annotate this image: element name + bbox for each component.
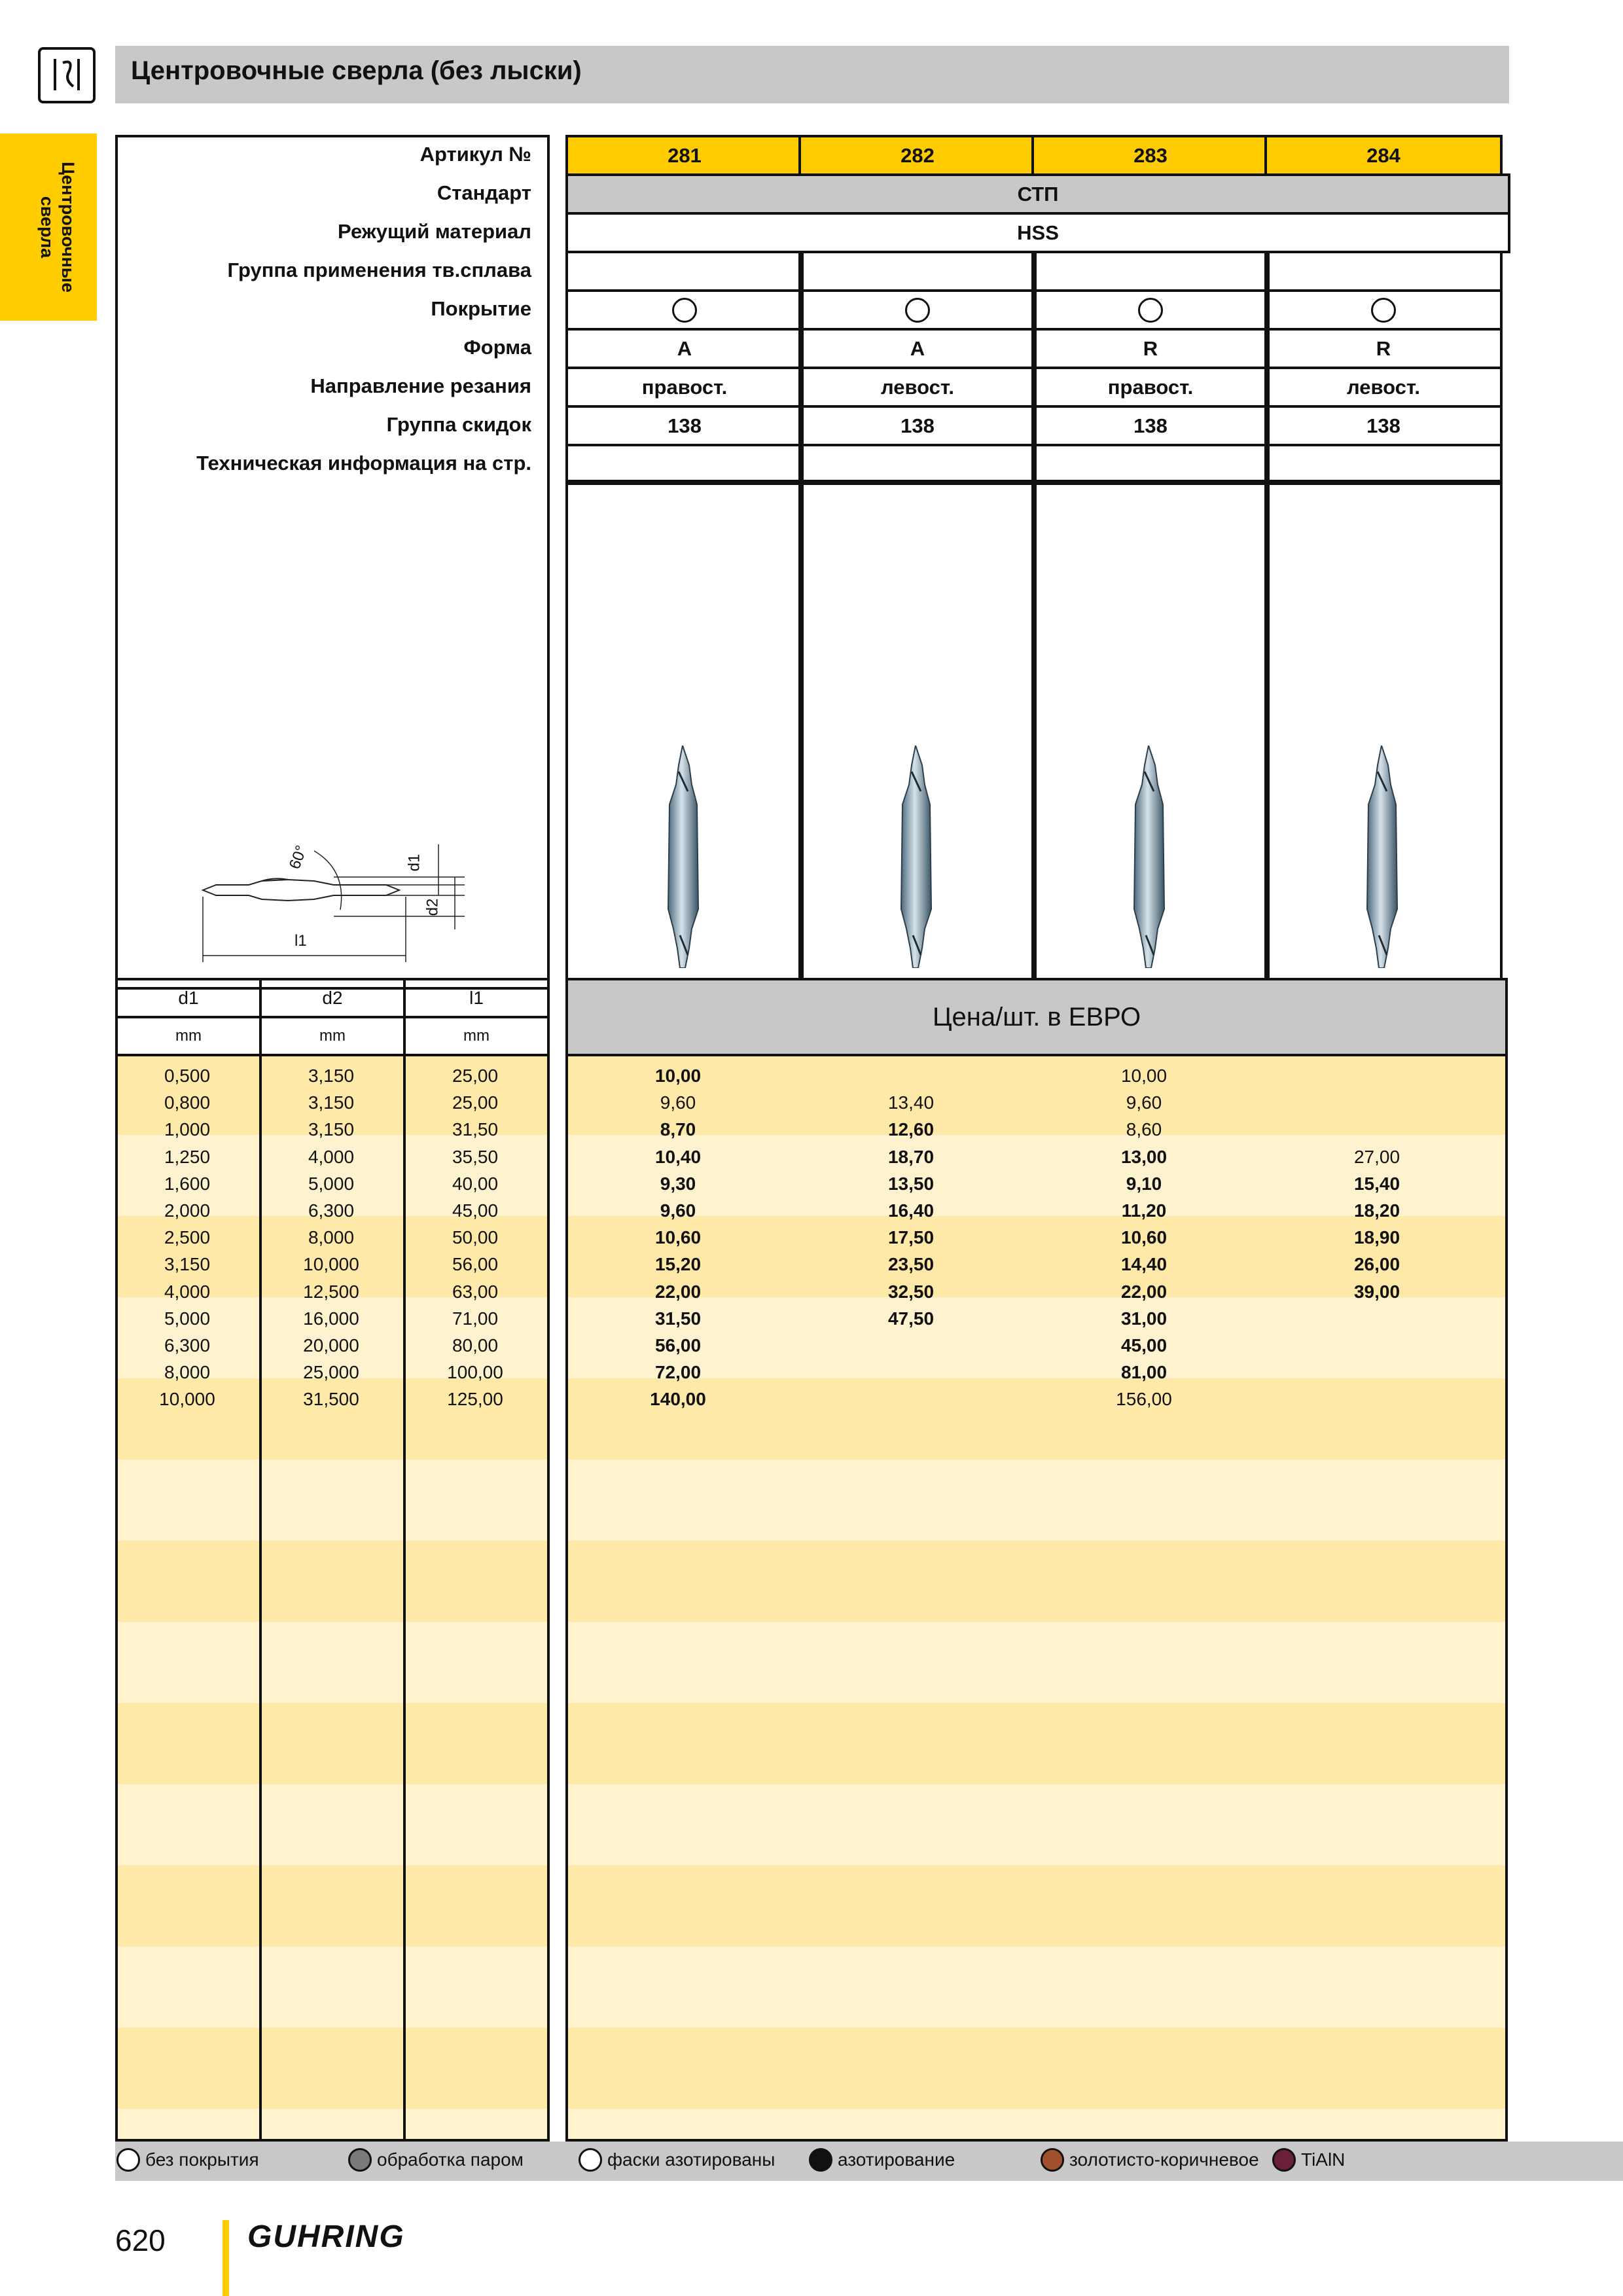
- dim-value-d2: 3,150: [308, 1119, 355, 1140]
- dim-value-l1: 56,00: [452, 1254, 499, 1275]
- price-value: 23,50: [887, 1254, 935, 1275]
- dim-value-l1: 40,00: [452, 1173, 499, 1194]
- dim-value-d2: 16,000: [303, 1308, 359, 1329]
- price-value: 11,20: [1121, 1200, 1167, 1221]
- price-value: 10,60: [1120, 1227, 1168, 1248]
- direction-cell: левост.: [798, 367, 1037, 408]
- price-value: 18,20: [1353, 1200, 1400, 1221]
- price-value: 18,70: [887, 1146, 935, 1167]
- drill-image-cell: [798, 480, 1037, 988]
- footer-divider: [223, 2220, 229, 2296]
- tech-info-cell: [1031, 444, 1270, 485]
- dim-value-d1: 2,500: [164, 1227, 211, 1248]
- logo-icon: [38, 47, 96, 103]
- spec-label: Режущий материал: [338, 220, 531, 243]
- dim-value-l1: 31,50: [452, 1119, 499, 1140]
- price-value: 9,60: [660, 1092, 696, 1113]
- dim-value-d1: 0,500: [164, 1066, 211, 1086]
- diagram-l1: l1: [294, 932, 307, 950]
- tech-info-cell: [798, 444, 1037, 485]
- column-divider: [403, 1054, 406, 2142]
- price-value: 15,20: [654, 1254, 702, 1275]
- dim-value-d2: 8,000: [308, 1227, 355, 1248]
- dim-value-d2: 20,000: [303, 1335, 359, 1355]
- direction-cell: правост.: [1031, 367, 1270, 408]
- price-value: 10,00: [1120, 1066, 1168, 1086]
- center-drill-icon: [1115, 745, 1186, 968]
- price-value: 16,40: [887, 1200, 935, 1221]
- price-value: 18,90: [1353, 1227, 1400, 1248]
- price-value: 10,00: [654, 1066, 702, 1086]
- price-value: 31,00: [1120, 1308, 1168, 1329]
- legend-item: [116, 2148, 259, 2172]
- coating-cell: [565, 289, 804, 331]
- page-number: 620: [115, 2223, 166, 2257]
- drill-image-cell: [1264, 480, 1503, 988]
- price-value: 17,50: [887, 1227, 935, 1248]
- legend-item: [579, 2148, 775, 2172]
- price-value: 56,00: [654, 1335, 702, 1355]
- direction-cell: левост.: [1264, 367, 1503, 408]
- price-value: 22,00: [654, 1281, 702, 1302]
- dim-value-d2: 3,150: [308, 1066, 355, 1086]
- price-value: 14,40: [1120, 1254, 1168, 1275]
- dim-value-d2: 4,000: [308, 1146, 355, 1167]
- discount-group-cell: 138: [565, 405, 804, 446]
- dim-value-l1: 50,00: [452, 1227, 499, 1248]
- dim-value-l1: 25,00: [452, 1092, 499, 1113]
- dim-value-d1: 1,250: [164, 1146, 211, 1167]
- dim-value-l1: 63,00: [452, 1281, 499, 1302]
- dim-value-d1: 10,000: [159, 1389, 215, 1410]
- standard-cell: СТП: [565, 173, 1510, 215]
- side-tab-label: Центровочные сверла: [37, 162, 78, 293]
- price-value: 9,30: [660, 1173, 696, 1194]
- price-value: 45,00: [1120, 1335, 1168, 1355]
- article-number: 282: [798, 135, 1037, 176]
- dim-unit-d2: mm: [259, 1016, 406, 1056]
- dim-value-d2: 25,000: [303, 1362, 359, 1383]
- legend-label: азотирование: [838, 2149, 955, 2170]
- center-drill-icon: [882, 745, 954, 968]
- price-value: 39,00: [1353, 1281, 1400, 1302]
- spec-label: Форма: [463, 336, 531, 359]
- price-value: 9,10: [1126, 1173, 1162, 1194]
- dim-value-d2: 3,150: [308, 1092, 355, 1113]
- dim-value-d1: 6,300: [164, 1335, 211, 1355]
- dim-value-d2: 31,500: [303, 1389, 359, 1410]
- application-group-cell: [1031, 251, 1270, 292]
- form-cell: R: [1264, 328, 1503, 369]
- application-group-cell: [565, 251, 804, 292]
- dim-value-d1: 1,600: [164, 1173, 211, 1194]
- uncoated-circle-icon: [905, 298, 930, 323]
- column-divider: [259, 1054, 262, 2142]
- legend-item: [348, 2148, 524, 2172]
- direction-cell: правост.: [565, 367, 804, 408]
- dim-value-d2: 12,500: [303, 1281, 359, 1302]
- dim-value-d1: 2,000: [164, 1200, 211, 1221]
- legend-label: без покрытия: [145, 2149, 259, 2170]
- price-value: 13,40: [887, 1092, 935, 1113]
- price-value: 27,00: [1353, 1146, 1400, 1167]
- dim-value-l1: 100,00: [447, 1362, 503, 1383]
- coating-swatch-icon: [579, 2148, 602, 2172]
- coating-swatch-icon: [1041, 2148, 1064, 2172]
- price-value: 140,00: [650, 1389, 706, 1410]
- article-number: 281: [565, 135, 804, 176]
- dim-value-l1: 125,00: [447, 1389, 503, 1410]
- price-value: 72,00: [654, 1362, 702, 1383]
- spec-label: Покрытие: [431, 297, 531, 320]
- spec-label: Группа применения тв.сплава: [227, 259, 531, 281]
- diagram-angle: 60°: [285, 843, 311, 872]
- center-drill-icon: [649, 745, 721, 968]
- legend-item: [1041, 2148, 1259, 2172]
- coating-swatch-icon: [809, 2148, 832, 2172]
- discount-group-cell: 138: [1264, 405, 1503, 446]
- dim-value-l1: 35,50: [452, 1146, 499, 1167]
- dim-value-d2: 6,300: [308, 1200, 355, 1221]
- price-value: 47,50: [887, 1308, 935, 1329]
- price-value: 13,00: [1120, 1146, 1168, 1167]
- uncoated-circle-icon: [672, 298, 697, 323]
- price-value: 26,00: [1353, 1254, 1400, 1275]
- article-number: 284: [1264, 135, 1503, 176]
- price-value: 9,60: [660, 1200, 696, 1221]
- price-value: 22,00: [1120, 1281, 1168, 1302]
- drill-image-cell: [1031, 480, 1270, 988]
- price-value: 9,60: [1126, 1092, 1162, 1113]
- uncoated-circle-icon: [1138, 298, 1163, 323]
- legend-item: [1272, 2148, 1345, 2172]
- dim-value-d2: 5,000: [308, 1173, 355, 1194]
- coating-cell: [798, 289, 1037, 331]
- coating-cell: [1031, 289, 1270, 331]
- dim-header-l1: l1: [403, 978, 550, 1018]
- application-group-cell: [798, 251, 1037, 292]
- dim-value-l1: 45,00: [452, 1200, 499, 1221]
- price-value: 8,60: [1126, 1119, 1162, 1140]
- center-drill-icon: [1347, 745, 1419, 968]
- diagram-d1: d1: [405, 853, 423, 872]
- coating-swatch-icon: [348, 2148, 372, 2172]
- dim-value-l1: 80,00: [452, 1335, 499, 1355]
- discount-group-cell: 138: [1031, 405, 1270, 446]
- price-value: 32,50: [887, 1281, 935, 1302]
- brand-logo: GUHRING: [247, 2219, 405, 2254]
- legend-label: фаски азотированы: [607, 2149, 776, 2170]
- spec-label: Направление резания: [310, 374, 531, 397]
- price-value: 81,00: [1120, 1362, 1168, 1383]
- price-value: 12,60: [887, 1119, 935, 1140]
- article-number: 283: [1031, 135, 1270, 176]
- dim-value-l1: 25,00: [452, 1066, 499, 1086]
- dim-value-d1: 4,000: [164, 1281, 211, 1302]
- coating-swatch-icon: [116, 2148, 140, 2172]
- spec-labels: [131, 135, 531, 528]
- form-cell: R: [1031, 328, 1270, 369]
- dim-value-d2: 10,000: [303, 1254, 359, 1275]
- form-cell: A: [798, 328, 1037, 369]
- dim-value-d1: 1,000: [164, 1119, 211, 1140]
- form-cell: A: [565, 328, 804, 369]
- price-value: 13,50: [887, 1173, 935, 1194]
- diagram-d2: d2: [423, 898, 442, 916]
- dim-value-d1: 3,150: [164, 1254, 211, 1275]
- dim-header-d2: d2: [259, 978, 406, 1018]
- spec-label: Стандарт: [437, 181, 531, 204]
- coating-cell: [1264, 289, 1503, 331]
- dim-unit-l1: mm: [403, 1016, 550, 1056]
- side-tab: [0, 134, 97, 321]
- dim-value-d1: 5,000: [164, 1308, 211, 1329]
- price-value: 10,60: [654, 1227, 702, 1248]
- price-value: 15,40: [1353, 1173, 1400, 1194]
- drill-image-cell: [565, 480, 804, 988]
- dim-unit-d1: mm: [115, 1016, 262, 1056]
- dim-value-d1: 0,800: [164, 1092, 211, 1113]
- material-cell: HSS: [565, 212, 1510, 253]
- coating-swatch-icon: [1272, 2148, 1296, 2172]
- drill-diagram: [190, 825, 478, 978]
- price-value: 8,70: [660, 1119, 696, 1140]
- spec-label: Техническая информация на стр.: [196, 452, 531, 475]
- discount-group-cell: 138: [798, 405, 1037, 446]
- dim-header-d1: d1: [115, 978, 262, 1018]
- price-value: 10,40: [654, 1146, 702, 1167]
- dim-value-l1: 71,00: [452, 1308, 499, 1329]
- uncoated-circle-icon: [1371, 298, 1396, 323]
- tech-info-cell: [1264, 444, 1503, 485]
- legend-label: TiAlN: [1301, 2149, 1346, 2170]
- price-value: 31,50: [654, 1308, 702, 1329]
- spec-label: Артикул №: [419, 143, 531, 166]
- legend-item: [809, 2148, 955, 2172]
- price-value: 156,00: [1116, 1389, 1172, 1410]
- application-group-cell: [1264, 251, 1503, 292]
- legend-label: обработка паром: [377, 2149, 524, 2170]
- dim-value-d1: 8,000: [164, 1362, 211, 1383]
- page-title: Центровочные сверла (без лыски): [131, 56, 582, 85]
- spec-label: Группа скидок: [386, 413, 531, 436]
- legend-label: золотисто-коричневое: [1069, 2149, 1259, 2170]
- tech-info-cell: [565, 444, 804, 485]
- price-header: Цена/шт. в ЕВРО: [565, 978, 1508, 1056]
